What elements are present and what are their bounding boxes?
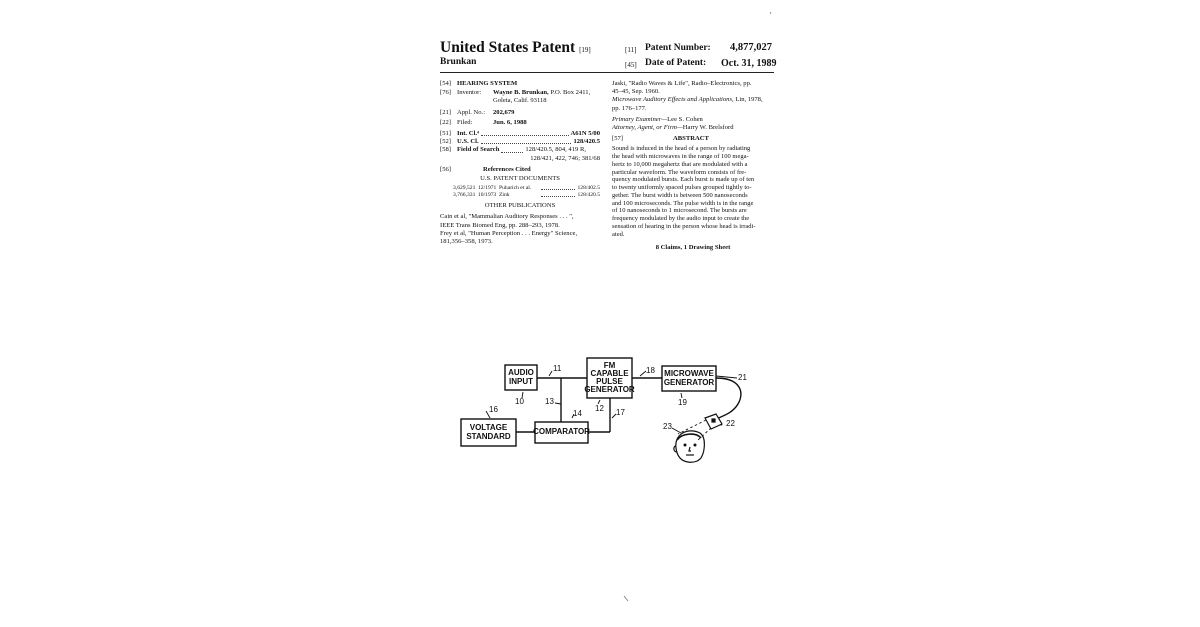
- ref-18: 18: [646, 366, 655, 375]
- abstract-line: hertz to 10,000 megahertz that are modulated with a: [612, 160, 748, 168]
- antenna-icon: [705, 414, 722, 429]
- date-code: [45]: [625, 61, 637, 69]
- other-publications-title: OTHER PUBLICATIONS: [484, 202, 556, 210]
- patent-number: 4,877,027: [730, 42, 772, 53]
- publication-line: Frey et al, "Human Perception . . . Energy" Science,: [440, 229, 578, 237]
- publication-line: 181,356–358, 1973.: [440, 238, 493, 246]
- patent-number-code: [11]: [625, 46, 637, 54]
- ref-16: 16: [489, 405, 498, 414]
- date-label: Date of Patent:: [645, 58, 707, 68]
- int-cl-field: [51] Int. Cl.⁴ A61N 5/00: [440, 130, 600, 138]
- radiation-beam: [678, 420, 711, 440]
- abstract-line: quency modulated bursts. Each burst is made up of ten: [612, 176, 755, 184]
- antenna-cable: [714, 378, 741, 420]
- field-of-search: [58] Field of Search 128/420.5, 804, 419 R,: [440, 146, 587, 154]
- abstract-line: of 10 nanoseconds to 1 microsecond. The bursts are: [612, 207, 747, 215]
- abstract-line: frequency modulated by the audio input to create the: [612, 215, 750, 223]
- microwave-generator-label: MICROWAVE GENERATOR: [663, 369, 715, 387]
- patent-office-title: United States Patent [19]: [440, 39, 591, 56]
- abstract-line: gether. The burst width is between 500 nanoseconds: [612, 191, 748, 199]
- publication-line: Microwave Auditory Effects and Applications, Lin, 1978,: [612, 96, 763, 104]
- abstract-line: Sound is induced in the head of a person by radiating: [612, 145, 751, 153]
- abstract-line: to twenty uniformly spaced pulses grouped tightly to-: [612, 184, 752, 192]
- fm-generator-label: FM CAPABLE PULSE GENERATOR: [584, 361, 635, 394]
- title-code: [19]: [579, 46, 591, 54]
- inventor-surname: Brunkan: [440, 57, 477, 67]
- ref-14: 14: [573, 409, 582, 418]
- claims-count: 8 Claims, 1 Drawing Sheet: [655, 244, 731, 252]
- publication-line: Jaski, "Radio Waves & Life", Radio–Electronics, pp.: [612, 80, 752, 87]
- us-cl-field: [52] U.S. Cl. 128/420.5: [440, 138, 600, 146]
- abstract-line: and 100 microseconds. The pulse width is in the range: [612, 199, 754, 207]
- ref-19: 19: [678, 398, 687, 407]
- publication-line: IEEE Trans Biomed Eng, pp. 288–293, 1978.: [440, 221, 560, 229]
- comparator-label: COMPARATOR: [533, 427, 590, 437]
- abstract-heading: [57] ABSTRACT: [612, 135, 709, 143]
- publication-line: pp. 176–177.: [612, 104, 647, 112]
- ref-23: 23: [663, 422, 672, 431]
- ref-12: 12: [595, 404, 604, 413]
- voltage-standard-label: VOLTAGE STANDARD: [466, 423, 511, 441]
- patent-number-label: Patent Number:: [645, 43, 711, 53]
- ref-21: 21: [738, 373, 747, 382]
- abstract-line: sensation of hearing in the person whose head is irradi-: [612, 222, 756, 230]
- filed-field: [22] Filed: Jun. 6, 1988: [440, 118, 527, 126]
- inventor-field: [76] Inventor: Wayne B. Brunkan, P.O. Box 2411,: [440, 89, 591, 97]
- abstract-line: particular waveform. The waveform consists of fre-: [612, 168, 747, 176]
- ref-17: 17: [616, 408, 625, 417]
- scan-specks: [624, 12, 771, 601]
- ref-11: 11: [553, 364, 562, 373]
- appl-no-field: [21] Appl. No.: 202,679: [440, 108, 515, 116]
- publication-line: Cain et al, "Mammalian Auditory Responses . . . ",: [440, 213, 574, 221]
- audio-input-label: AUDIO INPUT: [508, 368, 534, 386]
- inventor-address: Goleta, Calif. 93118: [493, 97, 547, 105]
- title-field: [54] HEARING SYSTEM: [440, 80, 518, 87]
- ref-10: 10: [515, 397, 524, 406]
- attorney: Attorney, Agent, or Firm—Harry W. Brelsford: [612, 124, 734, 132]
- references-heading: [56] References Cited: [440, 165, 531, 173]
- primary-examiner: Primary Examiner—Lee S. Cohen: [612, 115, 703, 123]
- reference-row: 3,766,331 10/1973 Zink 128/420.5: [453, 192, 600, 199]
- publication-line: 45–45, Sep. 1960.: [612, 88, 660, 96]
- head-icon: [674, 431, 705, 462]
- us-docs-title: U.S. PATENT DOCUMENTS: [480, 175, 560, 183]
- abstract-line: ated.: [612, 230, 625, 238]
- patent-date: Oct. 31, 1989: [721, 58, 777, 69]
- reference-row: 3,629,521 12/1971 Puharich et al. 128/402.5: [453, 185, 600, 192]
- ref-13: 13: [545, 397, 554, 406]
- field-of-search-cont: 128/421, 422, 746; 381/68: [530, 154, 600, 162]
- ref-22: 22: [726, 419, 735, 428]
- abstract-line: the head with microwaves in the range of 100 mega-: [612, 153, 749, 161]
